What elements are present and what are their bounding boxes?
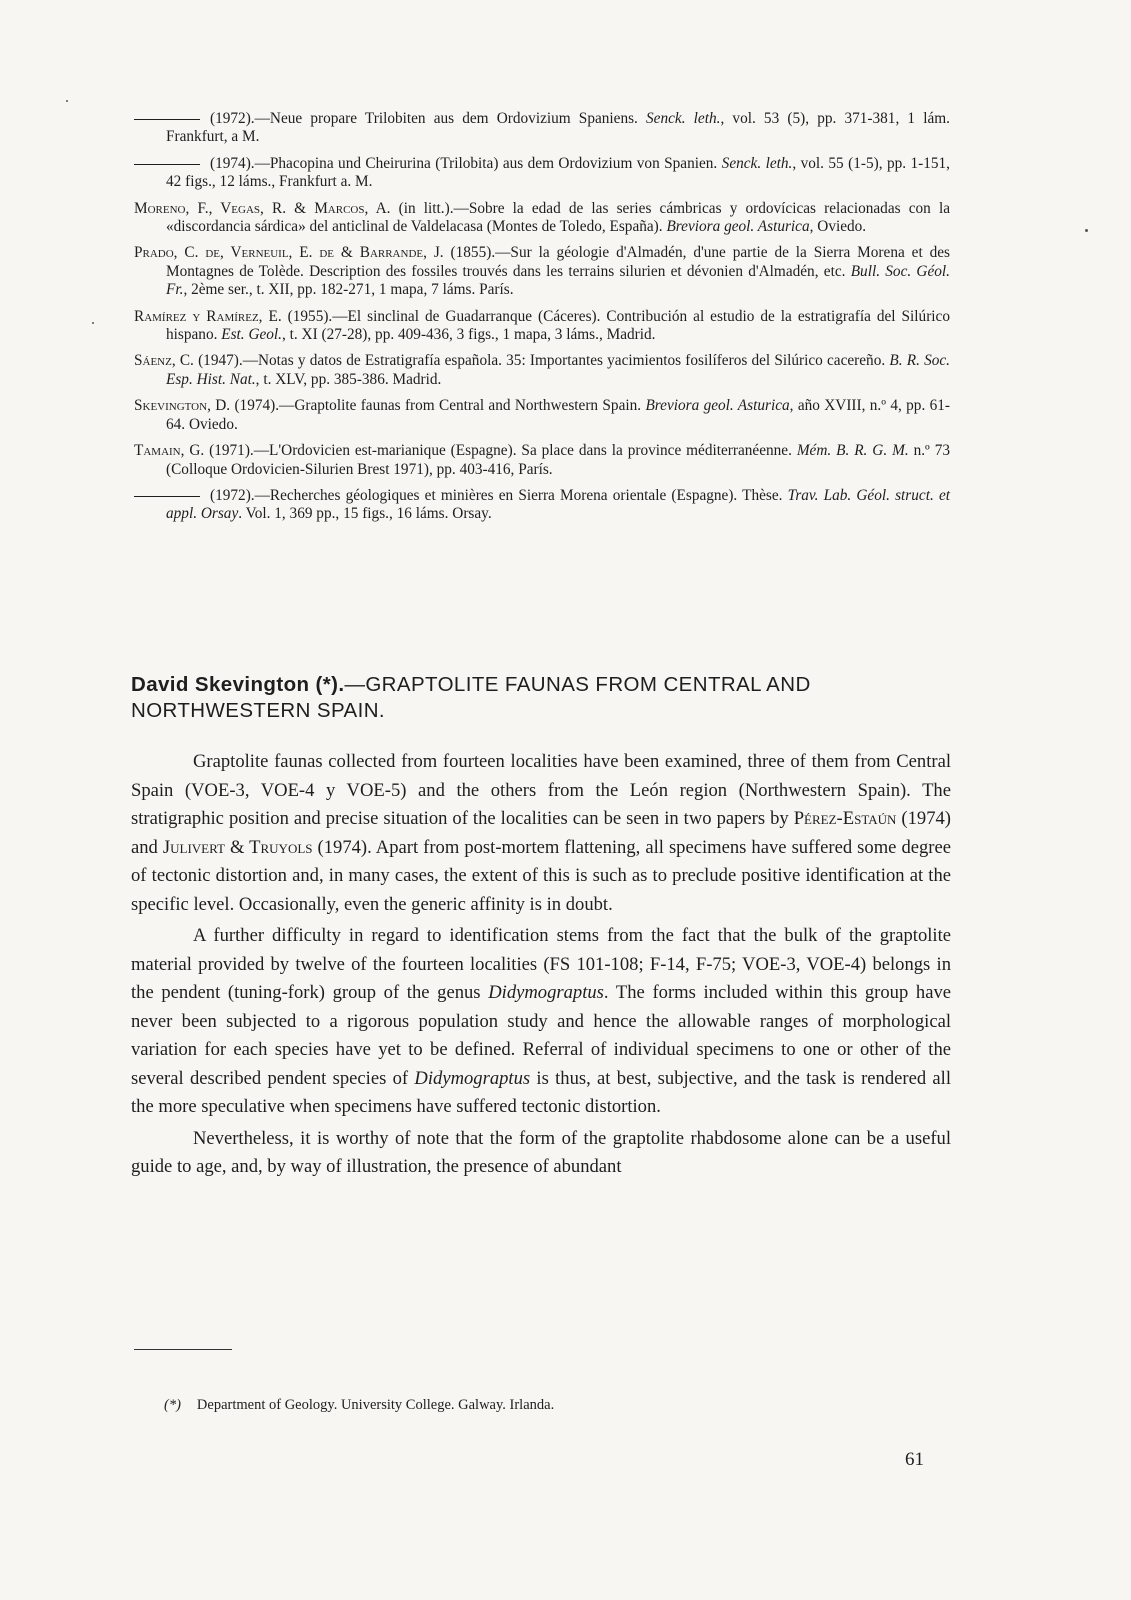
reference-authors: Moreno, F., Vegas, R. & Marcos, A.	[134, 199, 391, 217]
scan-speck	[1085, 229, 1088, 232]
scan-speck	[92, 322, 94, 324]
footnote-mark: (*)	[164, 1397, 181, 1413]
paragraph-text: (1974) and	[131, 808, 951, 858]
reference-authors: Tamain, G.	[134, 442, 205, 460]
reference-entry	[134, 487, 950, 524]
article-heading	[131, 672, 951, 724]
article-body	[131, 748, 951, 1185]
paragraph-text: is thus, at best, subjective, and the task is rendered all the more speculative when specimens have suffered tectonic distortion.	[131, 1067, 951, 1117]
reference-journal: Breviora geol. Asturica	[666, 218, 810, 236]
reference-journal: B. R. Soc. Esp. Hist. Nat.	[166, 352, 950, 388]
paragraph-text: A further difficulty in regard to identification stems from the fact that the bulk of the graptolite material provided by twelve of the fourteen localities (FS 101-108; F-14, F-75; VOE-3, VOE-4) belongs in the pendent (tuning-fork) group of the genus	[131, 925, 951, 1003]
reference-text: (1974).—Phacopina und Cheirurina (Trilobita) aus dem Ordovizium von Spanien.	[210, 154, 722, 172]
ditto-dash	[134, 164, 200, 165]
reference-authors: Sáenz, C.	[134, 352, 194, 370]
reference-text: (1971).—L'Ordovicien est-marianique (Espagne). Sa place dans la province méditerranéenne.	[204, 442, 797, 460]
reference-entry	[134, 352, 950, 389]
reference-details: , Oviedo.	[809, 218, 867, 236]
reference-text: (1955).—El sinclinal de Guadarranque (Cáceres). Contribución al estudio de la estratigrafía del Silúrico hispano.	[166, 307, 950, 344]
reference-entry	[134, 155, 950, 192]
reference-journal: Mém. B. R. G. M.	[796, 442, 909, 460]
citation-author: Pérez-Estaún	[793, 808, 897, 829]
reference-entry	[134, 308, 950, 345]
genus-name: Didymograptus	[414, 1067, 531, 1089]
reference-text: (1947).—Notas y datos de Estratigrafía española. 35: Importantes yacimientos fosilíferos del Silúrico cacereño.	[193, 352, 890, 370]
body-paragraph	[131, 922, 951, 1122]
footnote-rule	[134, 1349, 232, 1350]
references-list	[134, 110, 950, 532]
reference-journal: Bull. Soc. Géol. Fr.	[166, 262, 950, 299]
reference-journal: Senck. leth.	[721, 154, 793, 172]
reference-text: (in litt.).—Sobre la edad de las series cámbricas y ordovícicas relacionadas con la «discordancia sárdica» del anticlinal de Valdelacasa (Montes de Toledo, España).	[166, 199, 950, 236]
reference-details: , vol. 53 (5), pp. 371-381, 1 lám. Frankfurt, a M.	[166, 110, 950, 146]
reference-entry	[134, 244, 950, 299]
reference-text: (1855).—Sur la géologie d'Almadén, d'une partie de la Sierra Morena et des Montagnes de Tolède. Description des fossiles trouvés dans les terrains silurien et dévonien d'Almadén, etc.	[166, 244, 950, 280]
reference-entry	[134, 442, 950, 479]
article-title: —GRAPTOLITE FAUNAS FROM CENTRAL AND NORTHWESTERN SPAIN.	[131, 673, 811, 722]
paragraph-text: . The forms included within this group have never been subjected to a rigorous population study and hence the allowable ranges of morphological variation for each species have yet to be defined. Referral of individual specimens to one or other of the several described pendent species of	[131, 982, 952, 1089]
ditto-dash	[134, 119, 200, 120]
ditto-dash	[134, 496, 200, 497]
reference-journal: Est. Geol.	[221, 326, 283, 344]
article-author: David Skevington (*).	[131, 673, 345, 696]
reference-authors: Prado, C. de, Verneuil, E. de & Barrande, J.	[134, 244, 444, 262]
reference-details: , t. XI (27-28), pp. 409-436, 3 figs., 1 mapa, 3 láms., Madrid.	[282, 326, 656, 344]
reference-authors: Skevington, D.	[134, 397, 231, 415]
body-paragraph	[131, 748, 951, 919]
footnote-text: Department of Geology. University College. Galway. Irlanda.	[196, 1397, 555, 1413]
scan-speck	[66, 100, 68, 102]
reference-details: . Vol. 1, 369 pp., 15 figs., 16 láms. Orsay.	[238, 505, 492, 523]
reference-journal: Senck. leth.	[646, 110, 721, 127]
reference-text: (1972).—Neue propare Trilobiten aus dem Ordovizium Spaniens.	[210, 110, 647, 127]
reference-text: (1972).—Recherches géologiques et minières en Sierra Morena orientale (Espagne). Thèse.	[210, 486, 788, 504]
page-number: 61	[905, 1449, 924, 1470]
citation-author: Julivert & Truyols	[162, 836, 313, 858]
reference-details: , t. XLV, pp. 385-386. Madrid.	[255, 370, 442, 388]
reference-details: , vol. 55 (1-5), pp. 1-151, 42 figs., 12 láms., Frankfurt a. M.	[166, 154, 951, 191]
paragraph-text: Graptolite faunas collected from fourteen localities have been examined, three of them from Central Spain (VOE-3, VOE-4 y VOE-5) and the others from the León region (Northwestern Spain). The stratigraphic position and precise situation of the localities can be seen in two papers by	[131, 751, 951, 829]
reference-text: (1974).—Graptolite faunas from Central and Northwestern Spain.	[230, 397, 646, 415]
reference-details: , año XVIII, n.º 4, pp. 61-64. Oviedo.	[166, 397, 950, 433]
paragraph-text: (1974). Apart from post-mortem flattening, all specimens have suffered some degree of tectonic distortion and, in many cases, the extent of this is such as to preclude positive identification at the specific level. Occasionally, even the generic affinity is in doubt.	[131, 836, 952, 915]
genus-name: Didymograptus	[488, 982, 604, 1003]
paragraph-text: Nevertheless, it is worthy of note that the form of the graptolite rhabdosome alone can be a useful guide to age, and, by way of illustration, the presence of abundant	[131, 1127, 951, 1177]
body-paragraph	[131, 1125, 951, 1182]
reference-details: , 2ème ser., t. XII, pp. 182-271, 1 mapa, 7 láms. París.	[183, 281, 514, 299]
reference-entry	[134, 397, 950, 434]
reference-authors: Ramírez y Ramírez, E.	[134, 307, 282, 325]
reference-entry	[134, 110, 950, 147]
reference-entry	[134, 200, 950, 237]
footnote	[164, 1396, 554, 1414]
reference-journal: Trav. Lab. Géol. struct. et appl. Orsay	[166, 486, 950, 523]
reference-journal: Breviora geol. Asturica	[645, 397, 790, 415]
reference-details: n.º 73 (Colloque Ordovicien-Silurien Brest 1971), pp. 403-416, París.	[166, 442, 950, 478]
